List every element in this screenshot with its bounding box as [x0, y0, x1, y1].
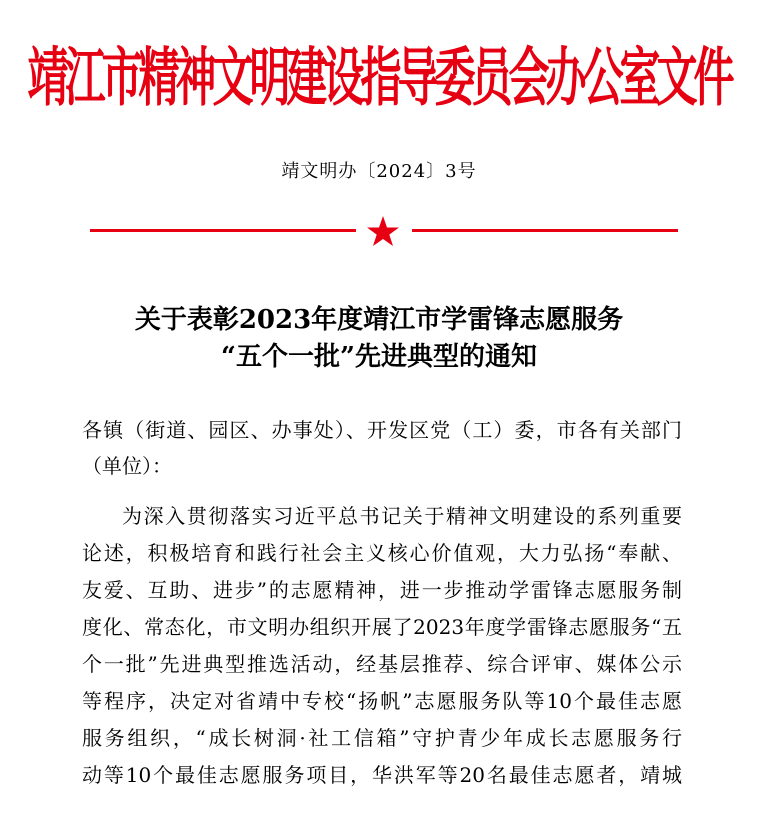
document-number: 靖文明办〔2024〕3号 [281, 161, 477, 182]
body-text-line: 论述，积极培育和践行社会主义核心价值观，大力弘扬“奉献、 [82, 541, 682, 565]
body-text-line: 友爱、互助、进步”的志愿精神，进一步推动学雷锋志愿服务制 [82, 578, 682, 602]
notice-title-line-2: “五个一批”先进典型的通知 [221, 342, 537, 372]
body-text-line: 度化、常态化，市文明办组织开展了2023年度学雷锋志愿服务“五 [82, 615, 682, 639]
salutation-line-2: （单位）： [82, 454, 172, 478]
star-icon [366, 215, 400, 247]
red-divider-right [412, 229, 678, 232]
body-text-line: 等程序，决定对省靖中专校“扬帆”志愿服务队等10个最佳志愿 [82, 689, 682, 713]
issuer-header-title: 靖江市精神文明建设指导委员会办公室文件 [27, 40, 731, 115]
body-text-line: 动等10个最佳志愿服务项目，华洪军等20名最佳志愿者，靖城 [82, 763, 682, 787]
body-text-line: 个一批”先进典型推选活动，经基层推荐、综合评审、媒体公示 [82, 652, 682, 676]
body-text-line: 服务组织，“成长树洞·社工信箱”守护青少年成长志愿服务行 [82, 726, 682, 750]
body-text-line: 为深入贯彻落实习近平总书记关于精神文明建设的系列重要 [122, 504, 682, 528]
salutation-line-1: 各镇（街道、园区、办事处）、开发区党（工）委，市各有关部门 [82, 418, 682, 442]
red-divider-left [90, 229, 356, 232]
notice-title-line-1: 关于表彰2023年度靖江市学雷锋志愿服务 [134, 305, 624, 335]
